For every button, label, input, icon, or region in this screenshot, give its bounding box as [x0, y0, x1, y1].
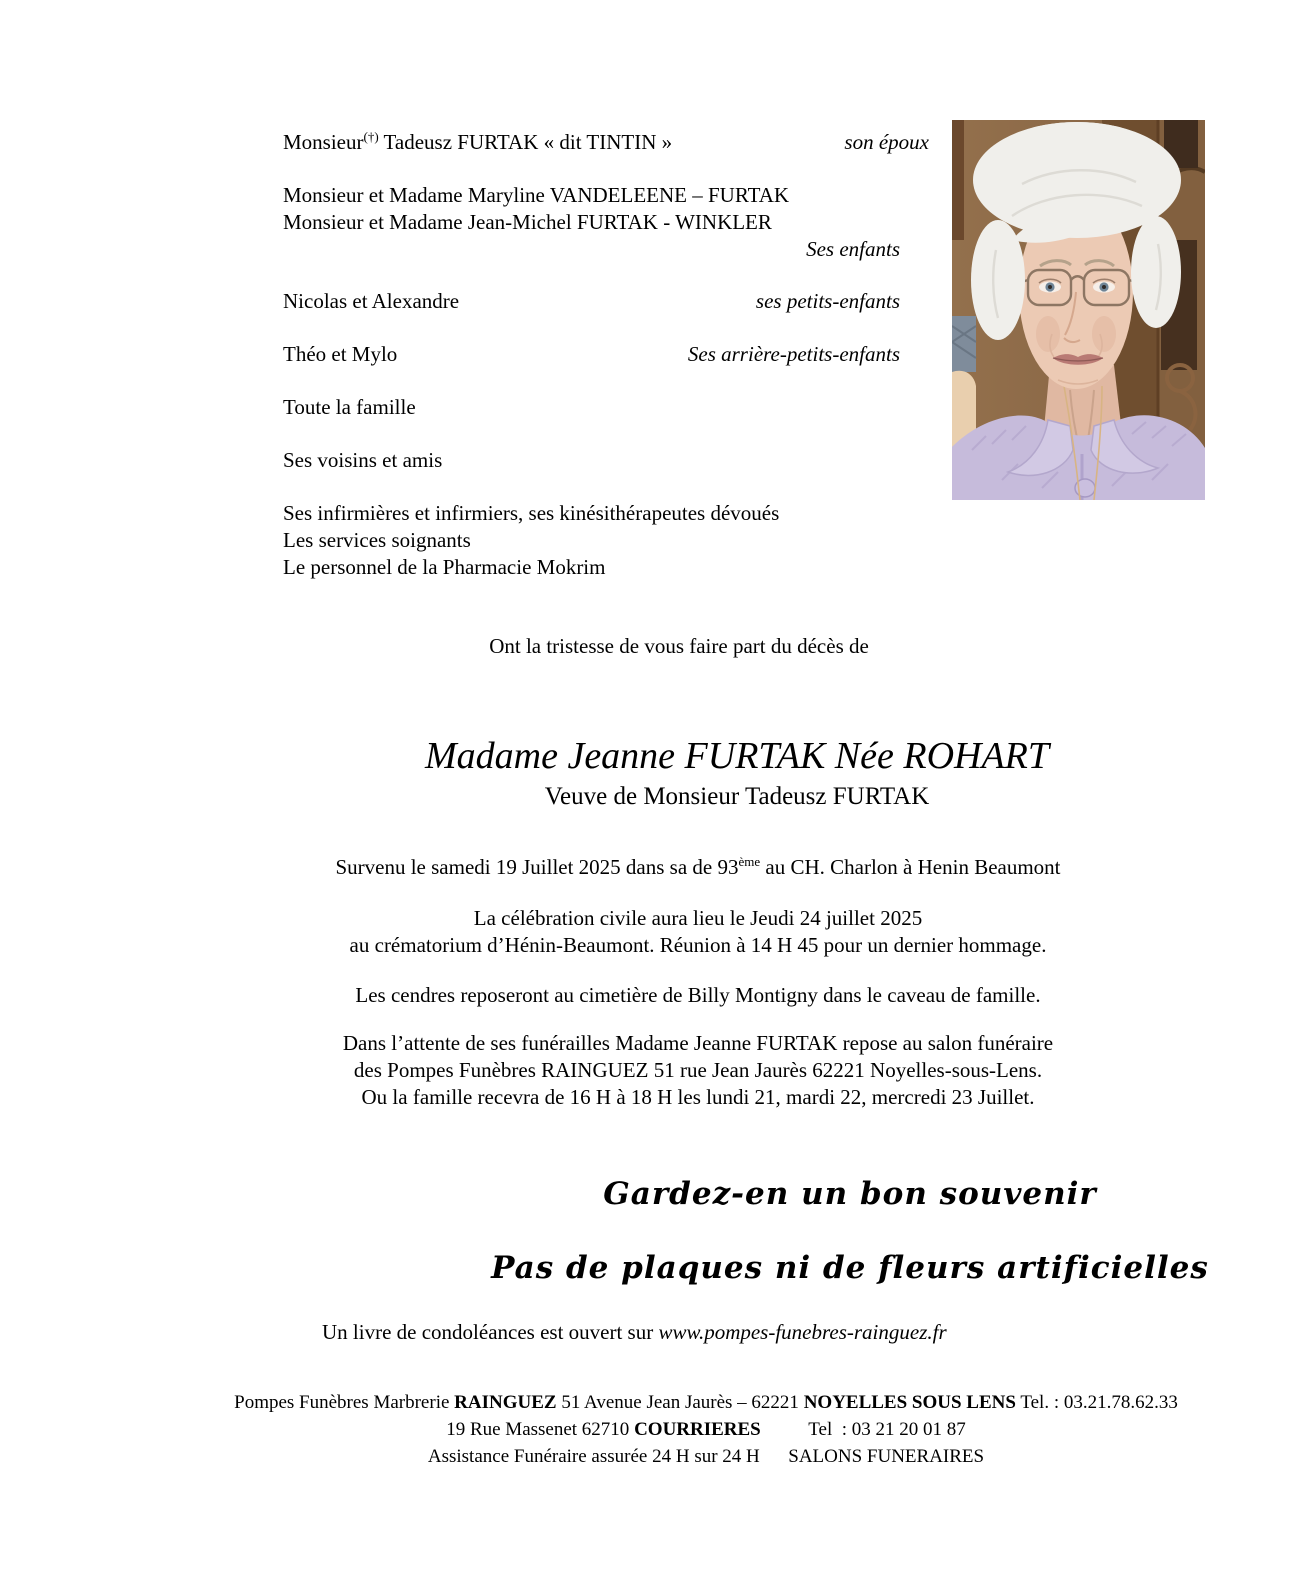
spacer [760, 1446, 789, 1467]
celebration-line-2: au crématorium d’Hénin-Beaumont. Réunion à 14 H 45 pour un dernier hommage. [349, 933, 1047, 957]
celebration-paragraph [283, 905, 1113, 959]
family-name-text: Nicolas et Alexandre [283, 289, 460, 313]
ashes-line: Les cendres reposeront au cimetière de Billy Montigny dans le caveau de famille. [355, 983, 1041, 1007]
spacer [761, 1419, 809, 1440]
family-name-text: Toute la famille [283, 395, 416, 419]
text-segment: 19 Rue Massenet 62710 [446, 1419, 635, 1440]
text-segment: 51 Avenue Jean Jaurès – 62221 [556, 1392, 804, 1413]
family-name-text: Ses infirmières et infirmiers, ses kinésithérapeutes dévoués [283, 501, 780, 525]
family-row-whole-family [283, 394, 929, 421]
repose-paragraph [283, 1030, 1113, 1111]
deceased-name: Madame Jeanne FURTAK Née ROHART [424, 735, 1050, 777]
footer-phone-2: Tel : 03 21 20 01 87 [808, 1419, 966, 1440]
family-row-neighbours-friends [283, 447, 929, 474]
relation-label-great-grandchildren: Ses arrière-petits-enfants [687, 342, 900, 366]
family-row-husband [283, 129, 929, 156]
funeral-home-footer [160, 1389, 1252, 1470]
text-segment: Assistance Funéraire assurée 24 H sur 24 H [427, 1446, 760, 1467]
family-row-child-1 [283, 182, 929, 209]
relation-label-grandchildren: ses petits-enfants [755, 289, 900, 313]
text-segment: Un livre de condoléances est ouvert sur [322, 1320, 659, 1344]
family-row-child-2 [283, 209, 929, 236]
condolence-book-line [322, 1320, 947, 1345]
footer-line-1 [160, 1389, 1252, 1416]
celebration-line-1: La célébration civile aura lieu le Jeudi 24 juillet 2025 [473, 906, 923, 930]
repose-line-3: Ou la famille recevra de 16 H à 18 H les lundi 21, mardi 22, mercredi 23 Juillet. [361, 1085, 1035, 1109]
no-plaques-message: Pas de plaques ni de fleurs artificielles [491, 1250, 1209, 1286]
text-segment: Tadeusz FURTAK « dit TINTIN » [378, 130, 673, 154]
text-segment: au CH. Charlon à Henin Beaumont [760, 855, 1061, 879]
footer-city-name: NOYELLES SOUS LENS [803, 1392, 1016, 1413]
family-name-text: Théo et Mylo [283, 342, 398, 366]
family-name-text: Ses voisins et amis [283, 448, 443, 472]
family-name-text: Le personnel de la Pharmacie Mokrim [283, 555, 606, 579]
family-name-text: Monsieur et Madame Maryline VANDELEENE – FURTAK [283, 183, 790, 207]
footer-phone-1: Tel. : 03.21.78.62.33 [1015, 1392, 1178, 1413]
condolence-website-url: www.pompes-funebres-rainguez.fr [658, 1320, 947, 1344]
death-details-line [283, 854, 1113, 881]
deceased-subtitle: Veuve de Monsieur Tadeusz FURTAK [544, 783, 930, 810]
footer-salons-text: SALONS FUNERAIRES [788, 1446, 985, 1467]
family-name-text: Monsieur et Madame Jean-Michel FURTAK - WINKLER [283, 210, 772, 234]
dagger-superscript: (†) [363, 129, 379, 144]
footer-city-name-2: COURRIERES [634, 1419, 761, 1440]
wood-left-edge [952, 120, 964, 240]
ordinal-superscript: ème [738, 854, 761, 869]
cheek-shading-right [1092, 316, 1116, 352]
relation-label-spouse: son époux [844, 130, 929, 154]
family-list [283, 129, 929, 581]
cheek-shading-left [1036, 316, 1060, 352]
ceremony-details [283, 854, 1113, 1111]
family-row-care-services [283, 527, 929, 554]
family-row-nurses [283, 500, 929, 527]
repose-line-2: des Pompes Funèbres RAINGUEZ 51 rue Jean Jaurès 62221 Noyelles-sous-Lens. [353, 1058, 1043, 1082]
family-row-pharmacy-staff [283, 554, 929, 581]
text-segment: Pompes Funèbres Marbrerie [234, 1392, 455, 1413]
text-segment: Monsieur [283, 130, 364, 154]
footer-brand-name: RAINGUEZ [454, 1392, 557, 1413]
family-name-text: Les services soignants [283, 528, 471, 552]
text-segment: Survenu le samedi 19 Juillet 2025 dans sa de 93 [335, 855, 739, 879]
footer-line-3 [160, 1443, 1252, 1470]
announcement-line: Ont la tristesse de vous faire part du décès de [489, 634, 869, 658]
family-row-grandchildren [283, 288, 929, 315]
relation-label-children: Ses enfants [806, 237, 900, 261]
family-name-text [283, 129, 672, 156]
pupil-right [1102, 285, 1106, 289]
repose-line-1: Dans l’attente de ses funérailles Madame Jeanne FURTAK repose au salon funéraire [342, 1031, 1054, 1055]
deceased-block [283, 733, 1191, 812]
family-row-children-label [283, 236, 929, 263]
footer-line-2 [160, 1416, 1252, 1443]
souvenir-message: Gardez-en un bon souvenir [603, 1176, 1097, 1212]
portrait-photo [952, 120, 1205, 500]
family-row-great-grandchildren [283, 341, 929, 368]
pupil-left [1048, 285, 1052, 289]
